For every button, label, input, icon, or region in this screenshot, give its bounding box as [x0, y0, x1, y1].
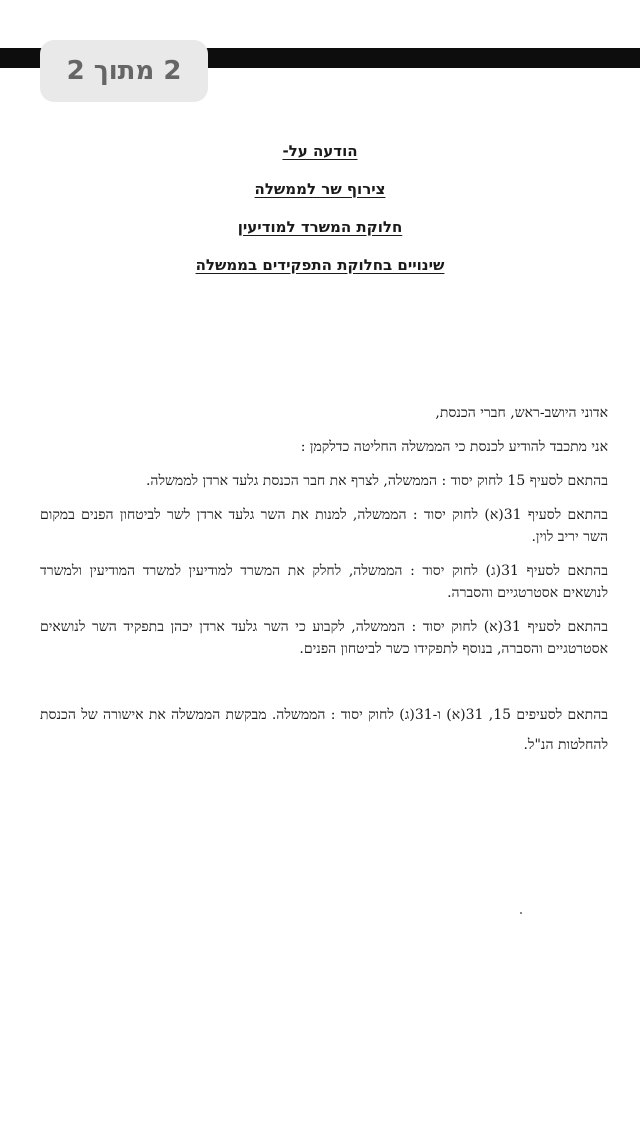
page-counter-label: 2 מתוך 2 — [66, 56, 182, 86]
decision-paragraph-4: בהתאם לסעיף 31(א) לחוק יסוד : הממשלה, לקבוע כי השר גלעד ארדן יכהן בתפקיד השר לנושאים אסטרטגיים והסברה, בנוסף לתפקידו כשר לביטחון הפנים. — [40, 619, 608, 657]
page-counter-badge — [40, 40, 208, 102]
decision-paragraph-3: בהתאם לסעיף 31(ג) לחוק יסוד : הממשלה, לחלק את המשרד למודיעין למשרד המודיעין ולמשרד לנושאים אסטרטגיים והסברה. — [40, 563, 608, 601]
intro-paragraph: אני מתכבד להודיע לכנסת כי הממשלה החליטה כדלקמן : — [300, 439, 608, 455]
closing-paragraph: בהתאם לסעיפים 15, 31(א) ו-31(ג) לחוק יסוד : הממשלה. מבקשת הממשלה את אישורה של הכנסת להחלטות הנ"ל. — [40, 707, 608, 753]
greeting: אדוני היושב-ראש, חברי הכנסת, — [435, 405, 608, 421]
title-minister-addition: צירוף שר לממשלה — [254, 180, 386, 198]
decision-paragraph-2: בהתאם לסעיף 31(א) לחוק יסוד : הממשלה, למנות את השר גלעד ארדן לשר לביטחון הפנים במקום השר יריב לוין. — [40, 507, 608, 545]
scan-speck — [520, 912, 522, 914]
document-titles — [0, 140, 640, 292]
title-role-changes: שינויים בחלוקת התפקידים בממשלה — [195, 256, 445, 274]
title-ministry-division: חלוקת המשרד למודיעין — [237, 218, 403, 236]
document-body — [40, 402, 608, 772]
decision-paragraph-1: בהתאם לסעיף 15 לחוק יסוד : הממשלה, לצרף את חבר הכנסת גלעד ארדן לממשלה. — [145, 473, 608, 489]
title-announcement: הודעה על- — [282, 142, 358, 160]
